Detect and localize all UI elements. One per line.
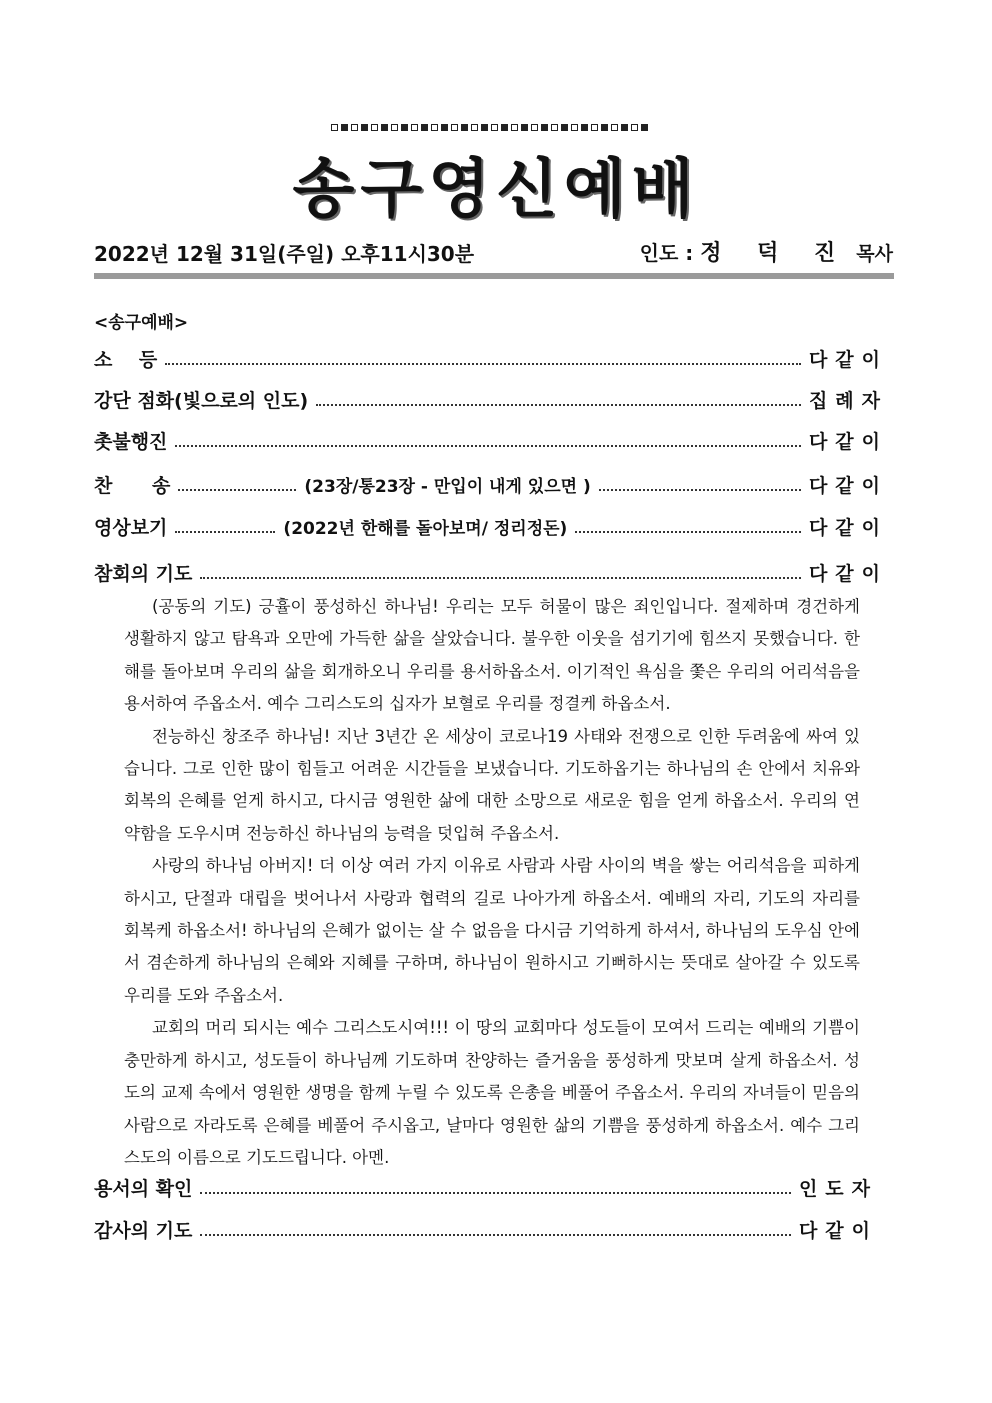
header-divider <box>94 273 894 279</box>
dot-leader <box>200 1180 791 1194</box>
order-item-response: 다같이 <box>808 430 888 453</box>
decorative-dot-border <box>331 122 663 132</box>
order-item-detail: (2022년 한해를 돌아보며/ 정리정돈) <box>283 518 568 539</box>
order-item <box>94 1215 878 1243</box>
prayer-paragraph: 전능하신 창조주 하나님! 지난 3년간 온 세상이 코로나19 사태와 전쟁으로 인한 두려움에 싸여 있습니다. 그로 인한 많이 힘들고 어려운 시간들을 보냈습니다. 기도하옵기는 하나님의 손 안에서 치유와 회복의 은혜를 얻게 하시고, 다시금 영원한 삶에 대한 소망으로 새로운 힘을 얻게 하옵소서. 우리의 연약함을 도우시며 전능하신 하나님의 능력을 덧입혀 주옵소서. <box>124 726 860 843</box>
order-item <box>94 512 888 540</box>
dot-leader <box>175 519 275 533</box>
order-item-label: 용서의 확인 <box>94 1177 193 1200</box>
prayer-paragraph: 교회의 머리 되시는 예수 그리스도시여!!! 이 땅의 교회마다 성도들이 모여서 드리는 예배의 기쁨이 충만하게 하시고, 성도들이 하나님께 기도하며 찬양하는 즐거움을 풍성하게 맛보며 살게 하옵소서. 성도의 교제 속에서 영원한 생명을 함께 누릴 수 있도록 은총을 베풀어 주옵소서. 우리의 자녀들이 믿음의 사람으로 자라도록 은혜를 베풀어 주시옵고, 날마다 영원한 삶의 기쁨을 풍성하게 하옵소서. 예수 그리스도의 이름으로 기도드립니다. 아멘. <box>124 1018 860 1167</box>
order-item <box>94 470 888 498</box>
order-item <box>94 385 888 413</box>
order-item-response: 다같이 <box>798 1219 878 1242</box>
dot-leader <box>200 565 801 579</box>
order-item-response: 다같이 <box>808 562 888 585</box>
order-item-label: 감사의 기도 <box>94 1219 193 1242</box>
order-item <box>94 344 888 372</box>
order-item-label: 소 등 <box>94 348 158 371</box>
prayer-paragraph: (공동의 기도) 긍휼이 풍성하신 하나님! 우리는 모두 허물이 많은 죄인입니다. 절제하며 경건하게 생활하지 않고 탐욕과 오만에 가득한 삶을 살았습니다. 불우한 이웃을 섬기기에 힘쓰지 못했습니다. 한 해를 돌아보며 우리의 삶을 회개하오니 우리를 용서하옵소서. 이기적인 욕심을 쫓은 우리의 어리석음을 용서하여 주옵소서. 예수 그리스도의 십자가 보혈로 우리를 정결케 하옵소서. <box>124 597 860 714</box>
order-item-response: 다같이 <box>808 516 888 539</box>
service-leader <box>640 236 893 267</box>
order-item-detail: (23장/통23장 - 만입이 내게 있으면 ) <box>304 476 591 497</box>
order-item <box>94 1173 878 1201</box>
order-item-response: 인도자 <box>798 1177 878 1200</box>
dot-leader <box>178 477 296 491</box>
dot-leader <box>175 433 801 447</box>
order-item-label: 참회의 기도 <box>94 562 193 585</box>
order-item <box>94 426 888 454</box>
dot-leader <box>316 392 801 406</box>
order-item-response: 다같이 <box>808 348 888 371</box>
order-item-label: 강단 점화(빛으로의 인도) <box>94 389 309 412</box>
dot-leader <box>575 519 801 533</box>
service-date: 2022년 12월 31일(주일) 오후11시30분 <box>94 242 475 266</box>
order-item <box>94 558 888 586</box>
prayer-paragraph: 사랑의 하나님 아버지! 더 이상 여러 가지 이유로 사람과 사람 사이의 벽을 쌓는 어리석음을 피하게 하시고, 단절과 대립을 벗어나서 사랑과 협력의 길로 나아가게 하옵소서. 예배의 자리, 기도의 자리를 회복케 하옵소서! 하나님의 은혜가 없이는 살 수 없음을 다시금 기억하게 하셔서, 하나님의 도우심 안에서 겸손하게 하나님의 은혜와 지혜를 구하며, 하나님이 원하시고 기뻐하시는 뜻대로 살아갈 수 있도록 우리를 도와 주옵소서. <box>124 856 860 1005</box>
leader-role: 목사 <box>856 243 893 265</box>
dot-leader <box>165 351 801 365</box>
leader-prefix: 인도 : <box>639 241 694 265</box>
order-item-label: 찬 송 <box>94 474 171 497</box>
order-item-response: 다같이 <box>808 474 888 497</box>
page-title: 송구영신예배 <box>292 153 700 227</box>
order-item-label: 영상보기 <box>94 516 168 539</box>
leader-name: 정 덕 진 <box>700 241 850 266</box>
section-title: <송구예배> <box>94 313 189 333</box>
order-item-response: 집례자 <box>808 389 888 412</box>
order-item-label: 촛불행진 <box>94 430 168 453</box>
dot-leader <box>599 477 801 491</box>
dot-leader <box>200 1222 791 1236</box>
confession-prayer-text <box>124 591 860 1174</box>
